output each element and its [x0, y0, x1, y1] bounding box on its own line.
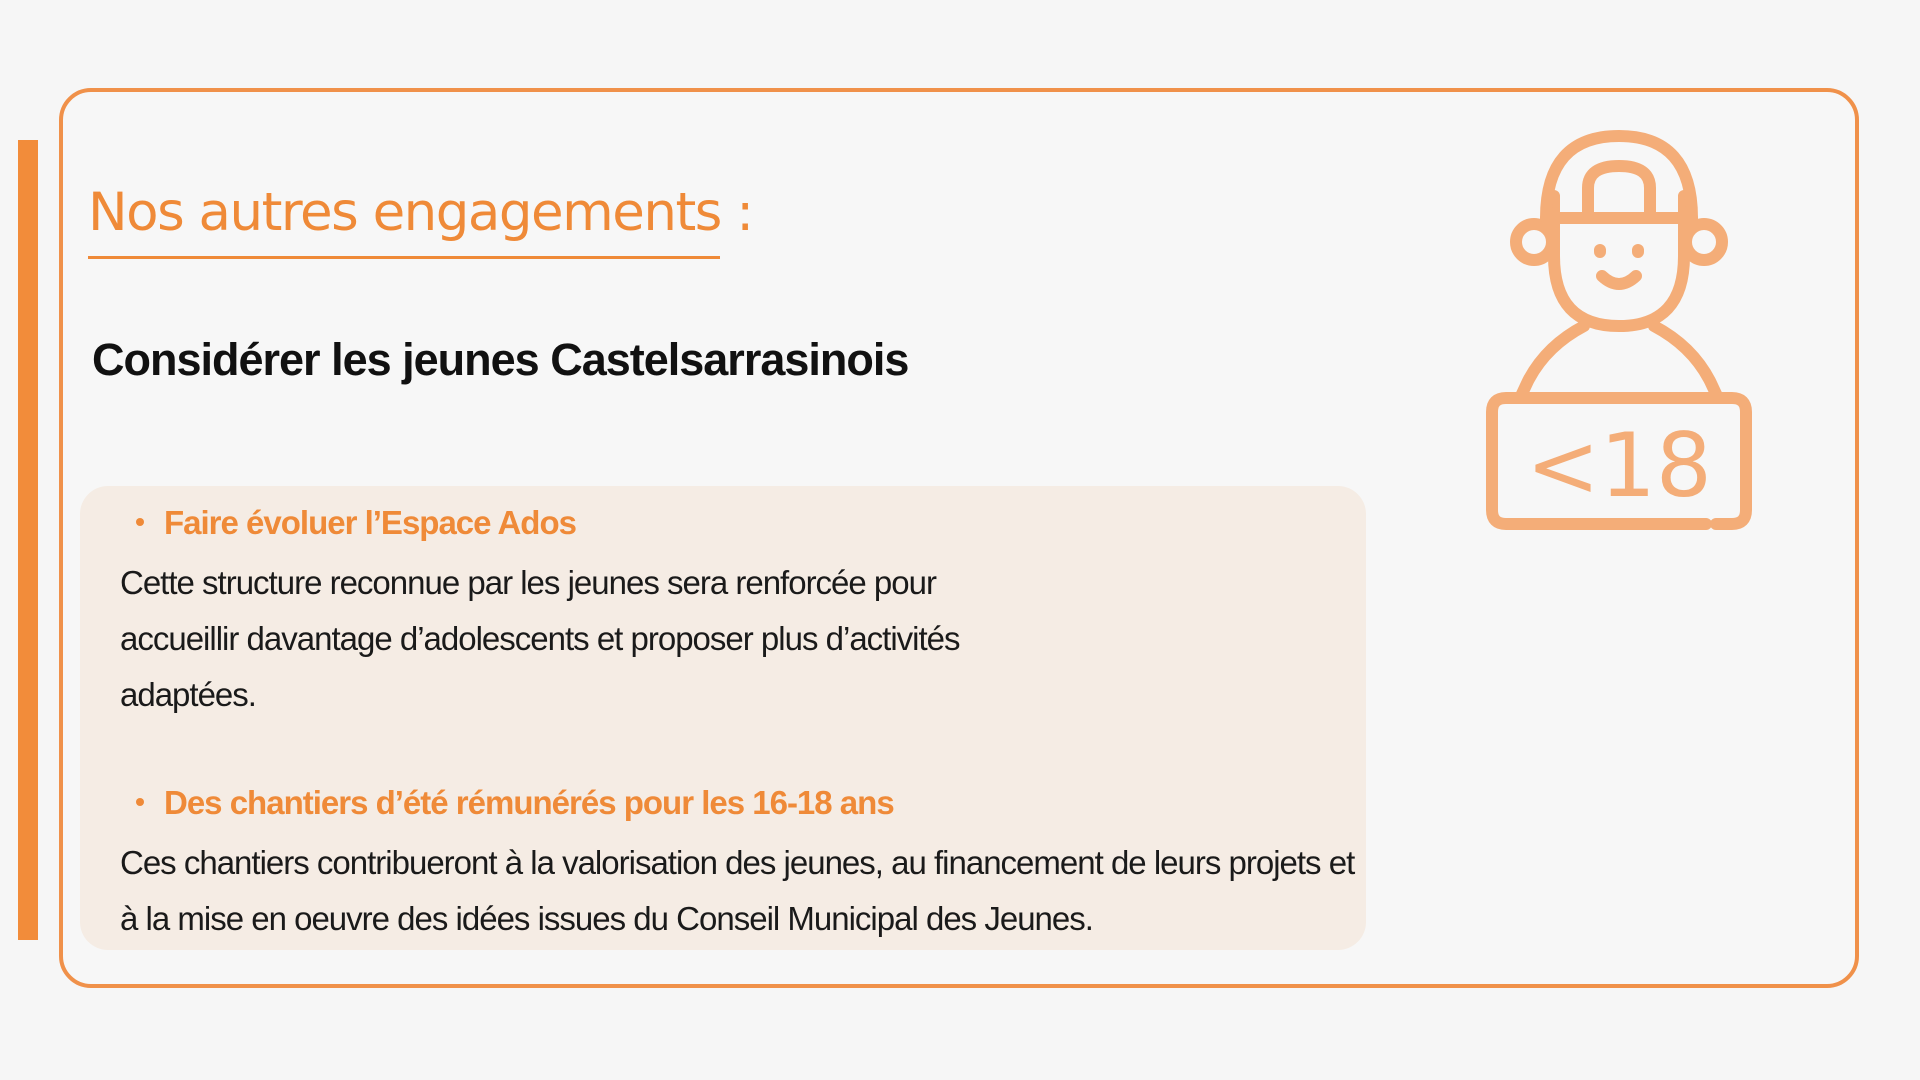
text-line: Cette structure reconnue par les jeunes sera renforcée pour: [120, 564, 936, 601]
left-accent-bar: [18, 140, 38, 940]
page-subheading: Considérer les jeunes Castelsarrasinois: [92, 334, 909, 385]
item-title-espace-ados: [136, 504, 576, 542]
bullet-icon: [136, 518, 144, 526]
item-title-text: Des chantiers d’été rémunérés pour les 16-18 ans: [164, 784, 894, 821]
text-line: adaptées.: [120, 676, 256, 713]
text-line: Ces chantiers contribueront à la valorisation des jeunes, au financement de leurs projets et: [120, 844, 1355, 881]
item-title-chantiers: [136, 784, 894, 822]
item-title-text: Faire évoluer l’Espace Ados: [164, 504, 576, 541]
youth-under-18-icon: [1476, 126, 1762, 536]
icon-label: <18: [1526, 414, 1712, 517]
item-text-chantiers: [120, 835, 1354, 947]
text-line: à la mise en oeuvre des idées issues du Conseil Municipal des Jeunes.: [120, 900, 1093, 937]
text-line: accueillir davantage d’adolescents et proposer plus d’activités: [120, 620, 960, 657]
bullet-icon: [136, 798, 144, 806]
page-heading: Nos autres engagements :: [88, 182, 753, 243]
item-text-espace-ados: [120, 555, 960, 723]
heading-underline: [88, 256, 720, 259]
